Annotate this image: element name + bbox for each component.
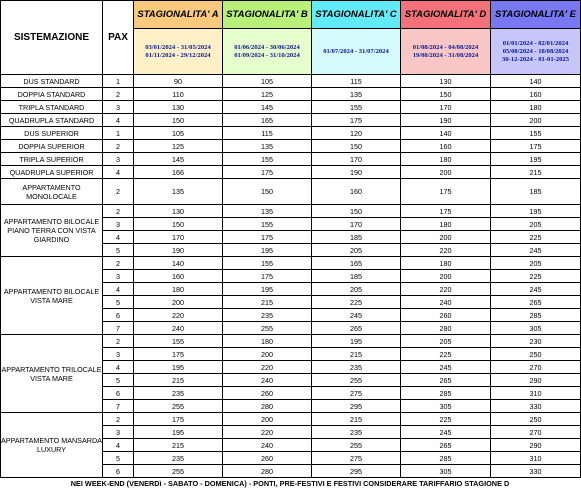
season-date: 05/08/2024 - 18/08/2024 [502,47,569,55]
price-cell: 160 [134,270,223,283]
pax-cell: 4 [103,439,134,452]
price-cell: 155 [223,218,312,231]
footer-note: NEI WEEK-END (VENERDì - SABATO - DOMENICA) - PONTI, PRE-FESTIVI E FESTIVI CONSIDERARE TARIFFARIO STAGIONE D [70,479,510,488]
price-cell: 170 [312,218,401,231]
season-date: 01/07/2024 - 31/07/2024 [323,47,389,55]
season-date: 01/06/2024 - 30/06/2024 [234,43,300,51]
price-cell: 165 [223,114,312,127]
price-cell: 170 [312,153,401,166]
price-cell: 155 [491,127,581,140]
price-cell: 140 [401,127,491,140]
price-cell: 295 [312,400,401,413]
price-cell: 175 [312,114,401,127]
price-cell: 260 [223,452,312,465]
price-cell: 265 [401,439,491,452]
price-cell: 130 [401,75,491,88]
pax-cell: 2 [103,257,134,270]
price-cell: 245 [491,283,581,296]
pax-cell: 4 [103,361,134,374]
price-cell: 140 [491,75,581,88]
price-cell: 305 [491,322,581,335]
price-cell: 205 [312,244,401,257]
room-name-cell: APPARTAMENTO MANSARDA LUXURY [1,413,103,478]
pax-cell: 6 [103,309,134,322]
room-name-cell: DOPPIA SUPERIOR [1,140,103,153]
table-row [1,205,581,218]
price-cell: 155 [312,101,401,114]
table-row [1,179,581,205]
room-name-cell: QUADRUPLA STANDARD [1,114,103,127]
price-cell: 200 [223,348,312,361]
table-row [1,153,581,166]
price-cell: 195 [134,426,223,439]
pax-cell: 4 [103,166,134,179]
room-name-cell: DOPPIA STANDARD [1,88,103,101]
price-cell: 190 [401,114,491,127]
price-cell: 195 [491,205,581,218]
pax-cell: 3 [103,348,134,361]
price-cell: 260 [401,309,491,322]
price-cell: 230 [491,335,581,348]
table-row [1,127,581,140]
price-cell: 245 [491,244,581,257]
price-cell: 240 [401,296,491,309]
price-cell: 185 [491,179,581,205]
price-cell: 225 [401,413,491,426]
pax-cell: 6 [103,465,134,478]
price-cell: 120 [312,127,401,140]
price-cell: 225 [491,231,581,244]
pax-cell: 1 [103,127,134,140]
pax-cell: 5 [103,452,134,465]
price-cell: 200 [401,270,491,283]
table-row [1,75,581,88]
price-cell: 285 [401,452,491,465]
room-name-cell: TRIPLA SUPERIOR [1,153,103,166]
price-cell: 330 [491,465,581,478]
season-a-header: STAGIONALITA' A [134,1,223,29]
price-cell: 240 [134,322,223,335]
price-cell: 150 [134,114,223,127]
price-cell: 125 [134,140,223,153]
price-cell: 135 [312,88,401,101]
price-cell: 305 [401,465,491,478]
price-cell: 175 [134,348,223,361]
season-date: 01/01/2024 - 02/01/2024 [502,39,569,47]
price-cell: 175 [134,413,223,426]
season-e-header: STAGIONALITA' E [491,1,581,29]
price-cell: 205 [401,335,491,348]
table-row [1,88,581,101]
price-cell: 220 [134,309,223,322]
season-date: 01/08/2024 - 04/08/2024 [412,43,479,51]
room-name-cell: TRIPLA STANDARD [1,101,103,114]
price-cell: 265 [491,296,581,309]
price-cell: 220 [223,426,312,439]
pax-cell: 3 [103,101,134,114]
price-cell: 155 [134,335,223,348]
price-cell: 175 [401,205,491,218]
room-name-cell: APPARTAMENTO BILOCALE PIANO TERRA CON VISTA GIARDINO [1,205,103,257]
price-cell: 180 [401,218,491,231]
pax-cell: 3 [103,218,134,231]
pax-cell: 3 [103,153,134,166]
pax-cell: 1 [103,75,134,88]
price-cell: 200 [401,231,491,244]
price-cell: 135 [223,205,312,218]
price-cell: 285 [491,309,581,322]
price-cell: 215 [134,374,223,387]
price-cell: 150 [134,218,223,231]
pax-cell: 3 [103,426,134,439]
pax-cell: 5 [103,296,134,309]
price-cell: 260 [223,387,312,400]
table-row [1,114,581,127]
tariff-body [1,75,581,478]
price-cell: 150 [312,205,401,218]
price-cell: 265 [312,322,401,335]
price-cell: 170 [401,101,491,114]
price-cell: 220 [223,361,312,374]
season-date: 01/11/2024 - 29/12/2024 [145,51,211,59]
price-cell: 150 [401,88,491,101]
table-row [1,166,581,179]
price-cell: 175 [491,140,581,153]
price-cell: 180 [401,257,491,270]
pax-cell: 2 [103,335,134,348]
price-cell: 240 [223,374,312,387]
price-cell: 255 [223,322,312,335]
room-name-cell: APPARTAMENTO TRILOCALE VISTA MARE [1,335,103,413]
season-a-dates [134,29,223,75]
price-cell: 275 [312,387,401,400]
price-cell: 205 [312,283,401,296]
price-cell: 250 [491,413,581,426]
price-cell: 200 [134,296,223,309]
price-cell: 180 [134,283,223,296]
sistemazione-header: SISTEMAZIONE [1,1,103,75]
price-cell: 240 [223,439,312,452]
room-name-cell: APPARTAMENTO BILOCALE VISTA MARE [1,257,103,335]
price-cell: 270 [491,361,581,374]
price-cell: 170 [134,231,223,244]
price-cell: 225 [401,348,491,361]
price-cell: 115 [223,127,312,140]
price-cell: 225 [491,270,581,283]
price-cell: 275 [312,452,401,465]
room-name-cell: DUS STANDARD [1,75,103,88]
table-row [1,257,581,270]
pax-cell: 6 [103,387,134,400]
price-cell: 160 [491,88,581,101]
tariff-header [1,1,581,75]
price-cell: 190 [134,244,223,257]
price-cell: 185 [312,270,401,283]
season-b-header: STAGIONALITA' B [223,1,312,29]
price-cell: 135 [223,140,312,153]
price-cell: 175 [223,166,312,179]
price-cell: 245 [312,309,401,322]
season-e-dates [491,29,581,75]
price-cell: 180 [491,101,581,114]
price-cell: 220 [401,244,491,257]
price-cell: 175 [401,179,491,205]
room-name-cell: DUS SUPERIOR [1,127,103,140]
price-cell: 245 [401,361,491,374]
price-cell: 255 [134,400,223,413]
price-cell: 135 [134,179,223,205]
price-cell: 235 [312,361,401,374]
pax-cell: 4 [103,283,134,296]
price-cell: 110 [134,88,223,101]
pax-cell: 4 [103,231,134,244]
price-cell: 255 [312,374,401,387]
table-row [1,140,581,153]
pax-cell: 2 [103,140,134,153]
pax-header: PAX [103,1,134,75]
price-cell: 310 [491,387,581,400]
price-cell: 255 [312,439,401,452]
price-cell: 175 [223,270,312,283]
table-row [1,101,581,114]
pax-cell: 2 [103,179,134,205]
price-cell: 305 [401,400,491,413]
season-name-row [1,1,581,29]
price-cell: 160 [312,179,401,205]
price-cell: 205 [491,218,581,231]
price-cell: 155 [223,153,312,166]
price-cell: 195 [491,153,581,166]
price-cell: 195 [223,244,312,257]
price-cell: 220 [401,283,491,296]
price-cell: 190 [312,166,401,179]
pax-cell: 5 [103,374,134,387]
price-cell: 205 [491,257,581,270]
price-cell: 195 [134,361,223,374]
price-cell: 265 [401,374,491,387]
pax-cell: 2 [103,413,134,426]
season-d-dates [401,29,491,75]
price-cell: 215 [223,296,312,309]
price-cell: 245 [401,426,491,439]
pax-cell: 5 [103,244,134,257]
price-cell: 130 [134,101,223,114]
price-cell: 105 [134,127,223,140]
season-c-header: STAGIONALITA' C [312,1,401,29]
table-row [1,413,581,426]
pax-cell: 4 [103,114,134,127]
price-cell: 145 [223,101,312,114]
pax-cell: 7 [103,322,134,335]
room-name-cell: APPARTAMENTO MONOLOCALE [1,179,103,205]
price-cell: 195 [312,335,401,348]
price-cell: 155 [223,257,312,270]
price-cell: 150 [223,179,312,205]
price-cell: 175 [223,231,312,244]
price-cell: 235 [312,426,401,439]
price-cell: 250 [491,348,581,361]
price-cell: 160 [401,140,491,153]
price-cell: 200 [401,166,491,179]
season-b-dates [223,29,312,75]
price-cell: 195 [223,283,312,296]
price-cell: 225 [312,296,401,309]
price-cell: 235 [134,452,223,465]
price-cell: 125 [223,88,312,101]
price-cell: 215 [312,413,401,426]
price-cell: 290 [491,439,581,452]
price-cell: 140 [134,257,223,270]
price-cell: 145 [134,153,223,166]
price-cell: 105 [223,75,312,88]
pax-cell: 3 [103,270,134,283]
price-cell: 180 [223,335,312,348]
price-cell: 215 [491,166,581,179]
price-cell: 235 [134,387,223,400]
price-cell: 180 [401,153,491,166]
price-cell: 255 [134,465,223,478]
price-cell: 280 [223,400,312,413]
price-cell: 166 [134,166,223,179]
price-cell: 290 [491,374,581,387]
price-cell: 235 [223,309,312,322]
price-cell: 200 [491,114,581,127]
pax-cell: 2 [103,205,134,218]
price-cell: 280 [401,322,491,335]
season-date: 19/08/2024 - 31/08/2024 [412,51,479,59]
price-cell: 165 [312,257,401,270]
season-date: 01/09/2024 - 31/10/2024 [234,51,300,59]
pax-cell: 7 [103,400,134,413]
price-cell: 150 [312,140,401,153]
season-c-dates [312,29,401,75]
table-row [1,335,581,348]
pax-cell: 2 [103,88,134,101]
season-d-header: STAGIONALITA' D [401,1,491,29]
price-cell: 200 [223,413,312,426]
price-cell: 330 [491,400,581,413]
price-cell: 185 [312,231,401,244]
season-date: 30-12-2024 - 01-01-2025 [501,55,570,63]
price-cell: 280 [223,465,312,478]
season-date: 03/01/2024 - 31/05/2024 [145,43,211,51]
price-cell: 130 [134,205,223,218]
price-cell: 215 [312,348,401,361]
price-cell: 215 [134,439,223,452]
price-cell: 270 [491,426,581,439]
price-cell: 285 [401,387,491,400]
price-cell: 115 [312,75,401,88]
price-cell: 90 [134,75,223,88]
room-name-cell: QUADRUPLA SUPERIOR [1,166,103,179]
price-cell: 310 [491,452,581,465]
price-cell: 295 [312,465,401,478]
